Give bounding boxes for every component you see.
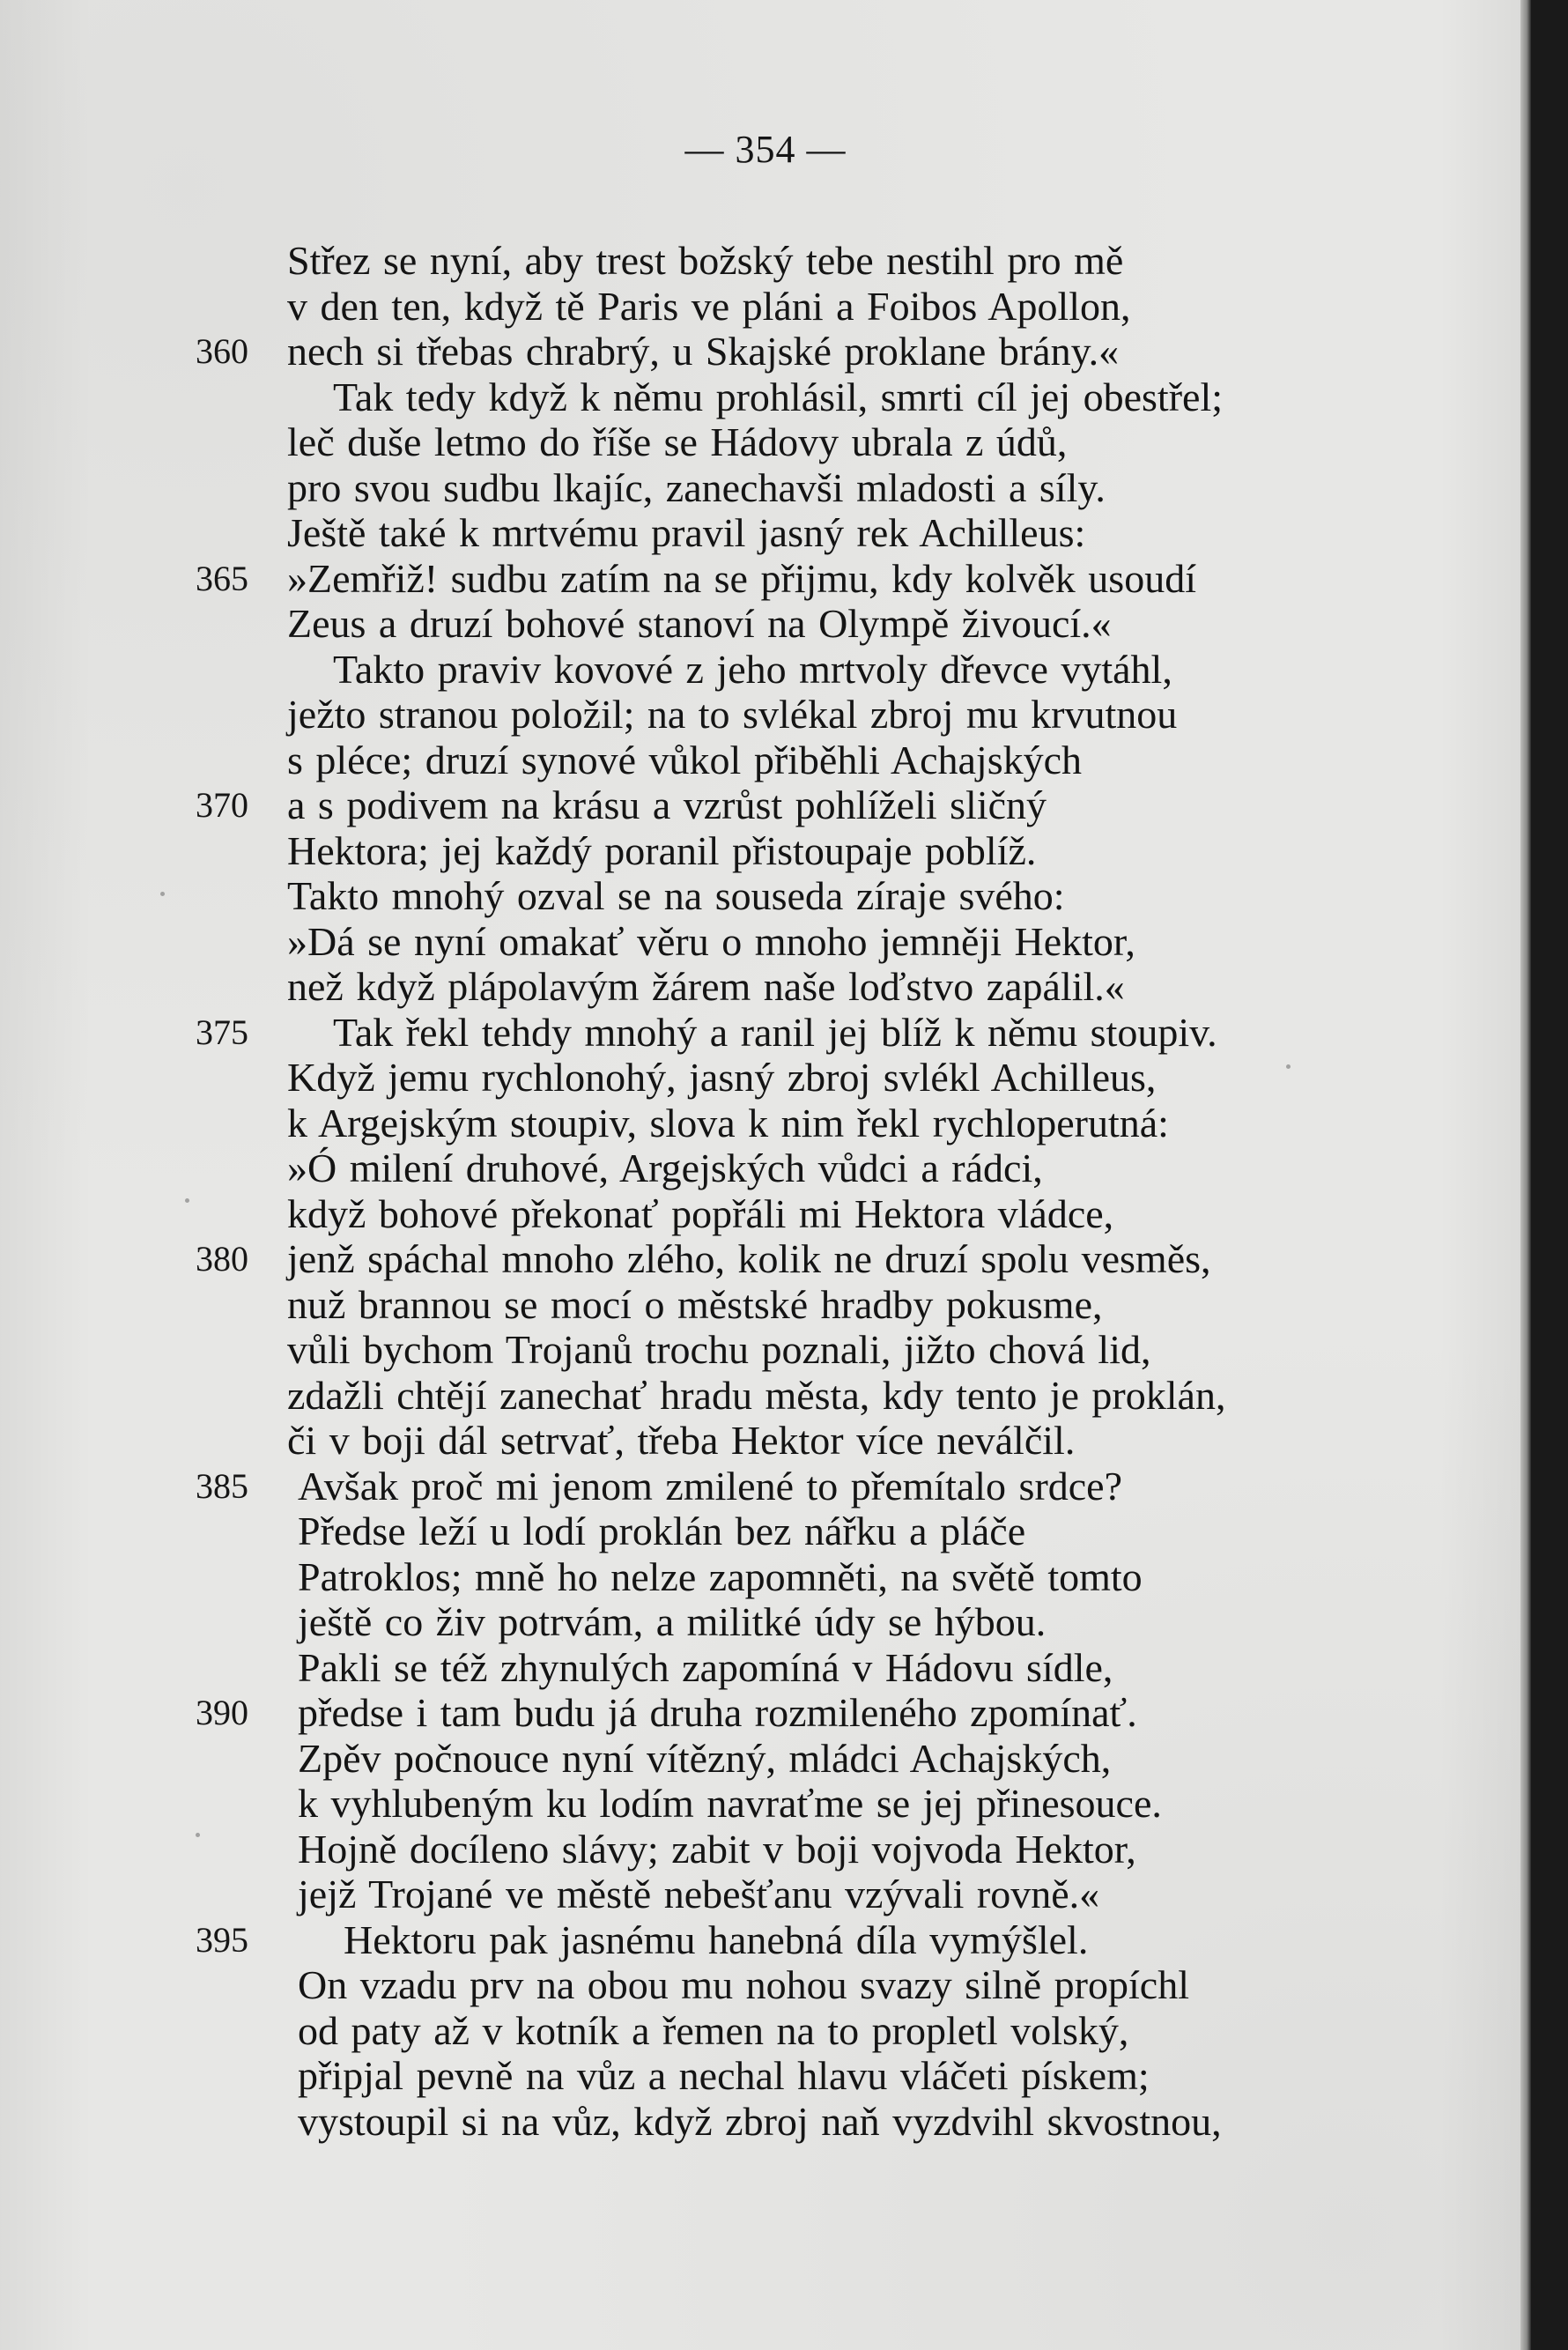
verse-line — [0, 1599, 1531, 1645]
verse-text: vůli bychom Trojanů trochu poznali, jižto chová lid, — [287, 1327, 1151, 1372]
line-number: 365 — [196, 558, 248, 598]
verse-text: jejž Trojané ve městě nebešťanu vzývali rovně.« — [298, 1872, 1100, 1916]
line-number: 380 — [196, 1239, 248, 1279]
verse-line — [0, 964, 1531, 1010]
verse-text: nuž brannou se mocí o městské hradby pokusme, — [287, 1281, 1103, 1327]
verse-line — [0, 1191, 1531, 1237]
verse-line — [0, 647, 1531, 693]
verse-text: pro svou sudbu lkajíc, zanechavši mladosti a síly. — [287, 464, 1106, 510]
verse-text: vystoupil si na vůz, když zbroj naň vyzdvihl skvostnou, — [298, 2098, 1222, 2144]
verse-text: ježto stranou položil; na to svlékal zbroj mu krvutnou — [287, 692, 1178, 737]
verse-line — [0, 1418, 1531, 1464]
verse-text: připjal pevně na vůz a nechal hlavu vláčeti pískem; — [298, 2053, 1150, 2098]
verse-line — [0, 1690, 1531, 1736]
verse-line — [0, 738, 1531, 783]
verse-line — [0, 329, 1531, 374]
verse-line — [0, 1464, 1531, 1509]
line-number: 395 — [196, 1919, 248, 1960]
verse-text: Ještě také k mrtvému pravil jasný rek Achilleus: — [287, 510, 1086, 555]
verse-line — [0, 782, 1531, 828]
paper-speck — [185, 1198, 189, 1203]
page-number: — 354 — — [684, 128, 847, 171]
verse-text: nech si třebas chrabrý, u Skajské proklane brány.« — [287, 329, 1120, 374]
verse-text: Předse leží u lodí proklán bez nářku a pláče — [298, 1509, 1026, 1553]
verse-text: »Zemřiž! sudbu zatím na se přijmu, kdy kolvěk usoudí — [287, 555, 1196, 601]
verse-line — [0, 2099, 1531, 2145]
verse-text: Takto mnohý ozval se na souseda zíraje svého: — [287, 873, 1065, 918]
verse-text: Hojně docíleno slávy; zabit v boji vojvoda Hektor, — [298, 1826, 1136, 1872]
verse-text: zdažli chtějí zanechať hradu města, kdy tento je proklán, — [287, 1372, 1226, 1418]
verse-text: Avšak proč mi jenom zmilené to přemítalo srdce? — [298, 1463, 1123, 1509]
verse-line — [0, 1236, 1531, 1282]
verse-line — [0, 1645, 1531, 1691]
verse-line — [0, 1962, 1531, 2008]
verse-text: s pléce; druzí synové vůkol přiběhli Achajských — [287, 737, 1083, 782]
verse-line — [0, 1827, 1531, 1872]
verse-text: Patroklos; mně ho nelze zapomněti, na světě tomto — [298, 1553, 1143, 1599]
line-number: 370 — [196, 785, 248, 825]
verse-text: Takto praviv kovové z jeho mrtvoly dřevce vytáhl, — [333, 646, 1172, 692]
verse-line — [0, 1010, 1531, 1056]
verse-line — [0, 510, 1531, 556]
verse-text: když bohové překonať popřáli mi Hektora vládce, — [287, 1190, 1114, 1236]
verse-line — [0, 1509, 1531, 1554]
verse-text: a s podivem na krásu a vzrůst pohlíželi sličný — [287, 782, 1047, 827]
verse-line — [0, 2008, 1531, 2054]
verse-line — [0, 601, 1531, 647]
verse-block — [0, 238, 1531, 2144]
verse-line — [0, 1282, 1531, 1328]
verse-line — [0, 919, 1531, 965]
verse-line — [0, 1101, 1531, 1146]
verse-line — [0, 238, 1531, 284]
verse-text: či v boji dál setrvať, třeba Hektor více neválčil. — [287, 1418, 1076, 1463]
verse-text: než když plápolavým žárem naše loďstvo zapálil.« — [287, 964, 1125, 1009]
verse-text: »Ó milení druhové, Argejských vůdci a rádci, — [287, 1145, 1043, 1190]
verse-text: k Argejským stoupiv, slova k nim řekl rychloperutná: — [287, 1100, 1169, 1145]
paper-speck — [196, 1833, 200, 1837]
verse-line — [0, 1554, 1531, 1600]
verse-line — [0, 374, 1531, 420]
verse-text: v den ten, když tě Paris ve pláni a Foibos Apollon, — [287, 283, 1131, 329]
verse-text: Hektora; jej každý poranil přistoupaje poblíž. — [287, 827, 1037, 873]
verse-text: Hektoru pak jasnému hanebná díla vymýšlel. — [344, 1916, 1089, 1962]
verse-line — [0, 1736, 1531, 1782]
verse-text: Pakli se též zhynulých zapomíná v Hádovu sídle, — [298, 1644, 1113, 1690]
verse-line — [0, 1055, 1531, 1101]
scan-border — [1531, 0, 1568, 2350]
verse-text: od paty až v kotník a řemen na to propletl volský, — [298, 2007, 1129, 2053]
verse-line — [0, 828, 1531, 874]
verse-line — [0, 1327, 1531, 1373]
verse-text: jenž spáchal mnoho zlého, kolik ne druzí spolu vesměs, — [287, 1236, 1211, 1281]
verse-line — [0, 692, 1531, 738]
line-number: 385 — [196, 1465, 248, 1506]
verse-text: Zeus a druzí bohové stanoví na Olympě živoucí.« — [287, 601, 1112, 646]
verse-line — [0, 1917, 1531, 1963]
verse-text: k vyhlubeným ku lodím navraťme se jej přinesouce. — [298, 1781, 1162, 1826]
verse-text: ještě co živ potrvám, a militké údy se hýbou. — [298, 1599, 1047, 1644]
verse-text: Když jemu rychlonohý, jasný zbroj svlékl Achilleus, — [287, 1055, 1157, 1100]
verse-line — [0, 556, 1531, 602]
verse-text: On vzadu prv na obou mu nohou svazy silně propíchl — [298, 1962, 1189, 2007]
verse-text: Tak řekl tehdy mnohý a ranil jej blíž k němu stoupiv. — [333, 1009, 1217, 1055]
paper-speck — [1286, 1064, 1291, 1069]
verse-line — [0, 1373, 1531, 1419]
verse-text: Střez se nyní, aby trest božský tebe nestihl pro mě — [287, 238, 1124, 283]
verse-text: »Dá se nyní omakať věru o mnoho jemněji Hektor, — [287, 918, 1135, 964]
line-number: 360 — [196, 331, 248, 371]
verse-line — [0, 284, 1531, 330]
verse-line — [0, 873, 1531, 919]
verse-line — [0, 465, 1531, 511]
verse-text: předse i tam budu já druha rozmileného zpomínať. — [298, 1690, 1137, 1735]
verse-line — [0, 1145, 1531, 1191]
verse-text: Zpěv počnouce nyní vítězný, mládci Achajských, — [298, 1735, 1112, 1781]
line-number: 375 — [196, 1012, 248, 1052]
verse-line — [0, 1781, 1531, 1827]
verse-line — [0, 2053, 1531, 2099]
verse-text: leč duše letmo do říše se Hádovy ubrala z údů, — [287, 419, 1068, 464]
verse-line — [0, 419, 1531, 465]
paper-speck — [160, 892, 165, 896]
verse-text: Tak tedy když k němu prohlásil, smrti cíl jej obestřel; — [333, 374, 1224, 419]
verse-line — [0, 1872, 1531, 1917]
line-number: 390 — [196, 1693, 248, 1732]
